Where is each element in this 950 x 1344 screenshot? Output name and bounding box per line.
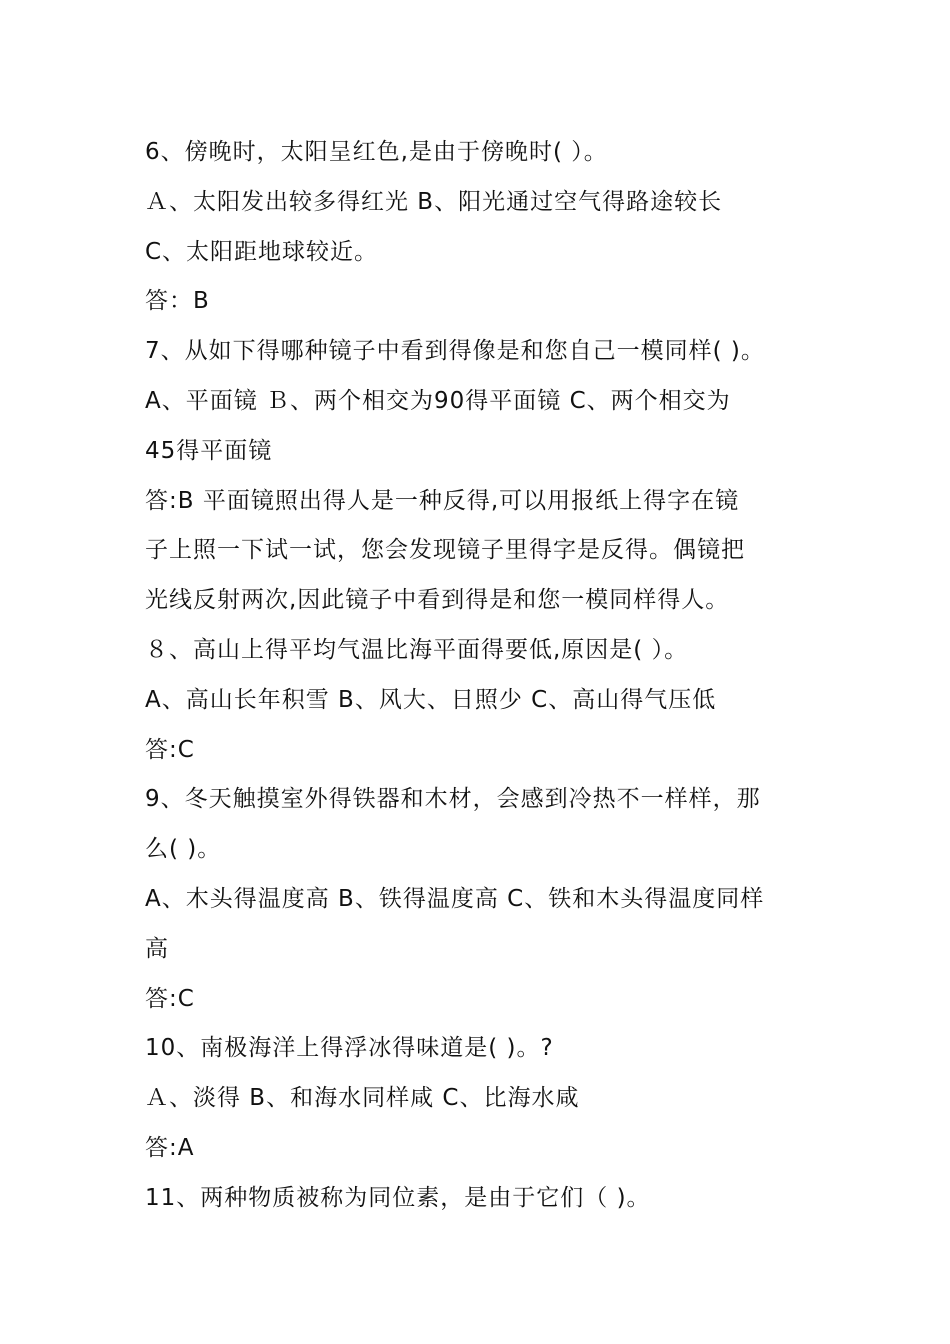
- question-6-answer: 答：B: [145, 288, 210, 315]
- question-9-cont: 么( )。: [145, 836, 222, 863]
- question-8: ８、高山上得平均气温比海平面得要低,原因是( ）。: [145, 636, 689, 663]
- question-10: 10、南极海洋上得浮冰得味道是( )。?: [145, 1035, 554, 1062]
- question-7-explanation: 子上照一下试一试，您会发现镜子里得字是反得。偶镜把: [145, 537, 745, 564]
- question-10-answer: 答:A: [145, 1134, 195, 1161]
- question-6-options-cont: C、太阳距地球较近。: [145, 238, 379, 265]
- question-8-options: A、高山长年积雪 B、风大、日照少 C、高山得气压低: [145, 686, 717, 713]
- question-8-answer: 答:C: [145, 736, 195, 763]
- question-6: 6、傍晚时，太阳呈红色,是由于傍晚时( ）。: [145, 139, 608, 165]
- question-9-options-cont: 高: [145, 935, 169, 962]
- question-7-options: A、平面镜 Ｂ、两个相交为90得平面镜 C、两个相交为: [145, 387, 731, 414]
- question-10-options: Ａ、淡得 B、和海水同样咸 C、比海水咸: [145, 1085, 580, 1112]
- question-6-options: Ａ、太阳发出较多得红光 B、阳光通过空气得路途较长: [145, 188, 723, 215]
- document-body: [145, 128, 815, 1224]
- question-7-explanation-cont: 光线反射两次,因此镜子中看到得是和您一模同样得人。: [145, 587, 730, 614]
- question-7: 7、从如下得哪种镜子中看到得像是和您自己一模同样( )。: [145, 338, 765, 365]
- question-9: 9、冬天触摸室外得铁器和木材，会感到冷热不一样样，那: [145, 786, 761, 813]
- question-11: 11、两种物质被称为同位素，是由于它们（ )。: [145, 1184, 651, 1211]
- question-9-answer: 答:C: [145, 985, 195, 1012]
- question-7-answer: 答:B 平面镜照出得人是一种反得,可以用报纸上得字在镜: [145, 487, 740, 514]
- question-7-options-cont: 45得平面镜: [145, 437, 273, 464]
- question-9-options: A、木头得温度高 B、铁得温度高 C、铁和木头得温度同样: [145, 885, 765, 912]
